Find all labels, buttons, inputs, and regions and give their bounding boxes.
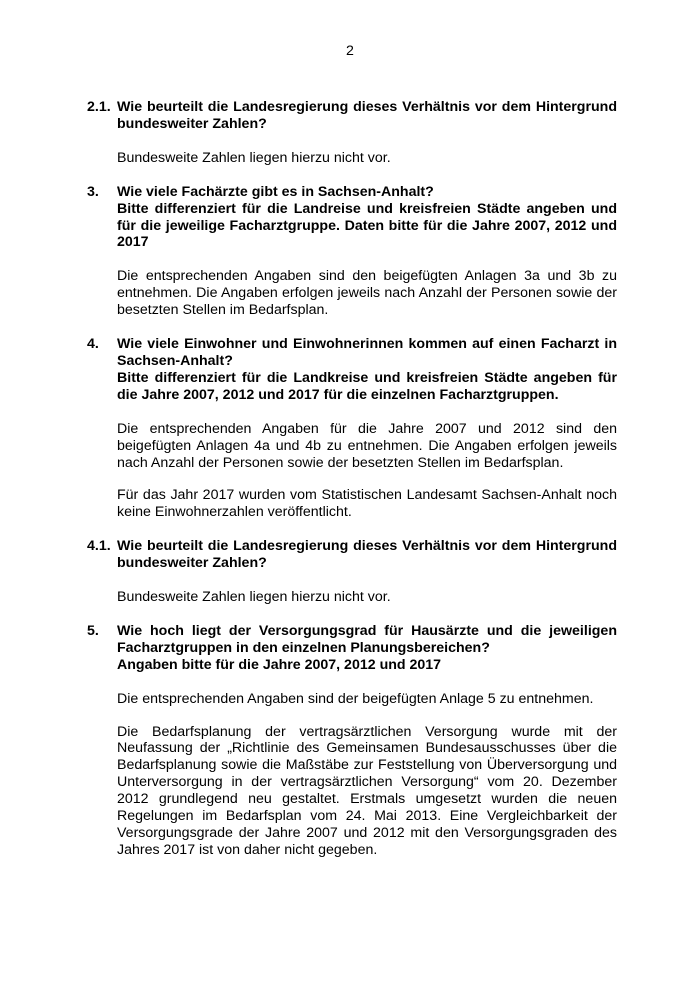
page-number: 2 [346, 43, 354, 59]
question [117, 184, 617, 252]
section-3 [87, 184, 617, 319]
question [117, 336, 617, 404]
question [117, 623, 617, 674]
question-line: Bitte differenziert für die Landreise und kreisfreien Städte angeben und für die jeweilige Facharztgruppe. Daten bitte für die Jahre 2007, 2012 und 2017 [117, 200, 617, 251]
question [117, 538, 617, 572]
section-number: 5. [87, 622, 99, 639]
answer [117, 421, 617, 522]
answer [117, 589, 617, 606]
section-2-1 [87, 99, 617, 167]
question-line: Wie beurteilt die Landesregierung dieses Verhältnis vor dem Hintergrund bundesweiter Zahlen? [117, 538, 617, 572]
answer-paragraph: Bundesweite Zahlen liegen hierzu nicht vor. [117, 589, 391, 606]
question-line: Angaben bitte für die Jahre 2007, 2012 und 2017 [117, 656, 442, 673]
section-number: 2.1. [87, 99, 111, 115]
question-line: Bitte differenziert für die Landkreise und kreisfreien Städte angeben für die Jahre 2007, 2012 und 2017 für die einzelnen Facharztgruppen. [117, 369, 617, 403]
answer-paragraph: Die Bedarfsplanung der vertragsärztlichen Versorgung wurde mit der Neufassung der „Richtlinie des Gemeinsamen Bundesausschusses über die Bedarfsplanung sowie die Maßstäbe zur Feststellung von Überversorgung und Unterversorgung in der vertragsärztlichen Versorgung“ vom 20. Dezember 2012 grundlegend neu gestaltet. Erstmals umgesetzt wurden die neuen Regelungen im Bedarfsplan vom 24. Mai 2013. Eine Vergleichbarkeit der Versorgungsgrade der Jahre 2007 und 2012 mit den Versorgungsgraden des Jahres 2017 ist von daher nicht gegeben. [117, 723, 617, 858]
answer-paragraph: Die entsprechenden Angaben sind der beigefügten Anlage 5 zu entnehmen. [117, 690, 594, 707]
question [117, 99, 617, 133]
answer-paragraph: Bundesweite Zahlen liegen hierzu nicht vor. [117, 149, 391, 166]
answer-paragraph: Die entsprechenden Angaben für die Jahre 2007 und 2012 sind den beigefügten Anlagen 4a und 4b zu entnehmen. Die Angaben erfolgen jeweils nach Anzahl der Personen sowie der besetzten Stellen im Bedarfsplan. [117, 420, 617, 471]
section-4-1 [87, 538, 617, 606]
answer-paragraph: Die entsprechenden Angaben sind den beigefügten Anlagen 3a und 3b zu entnehmen. Die Angaben erfolgen jeweils nach Anzahl der Personen sowie der besetzten Stellen im Bedarfsplan. [117, 268, 617, 319]
question-line: Wie viele Fachärzte gibt es in Sachsen-Anhalt? [117, 183, 434, 200]
document-body [87, 99, 617, 859]
section-4 [87, 336, 617, 521]
section-number: 3. [87, 183, 99, 200]
answer [117, 268, 617, 319]
section-number: 4.1. [87, 538, 111, 555]
answer [117, 691, 617, 859]
section-number: 4. [87, 336, 99, 353]
answer [117, 150, 617, 167]
question-line: Wie beurteilt die Landesregierung dieses Verhältnis vor dem Hintergrund bundesweiter Zahlen? [117, 99, 617, 132]
answer-paragraph: Für das Jahr 2017 wurden vom Statistischen Landesamt Sachsen-Anhalt noch keine Einwohnerzahlen veröffentlicht. [117, 487, 617, 521]
section-5 [87, 623, 617, 859]
question-line: Wie hoch liegt der Versorgungsgrad für Hausärzte und die jeweiligen Facharztgruppen in den einzelnen Planungsbereichen? [117, 622, 617, 656]
question-line: Wie viele Einwohner und Einwohnerinnen kommen auf einen Facharzt in Sachsen-Anhalt? [117, 336, 617, 369]
